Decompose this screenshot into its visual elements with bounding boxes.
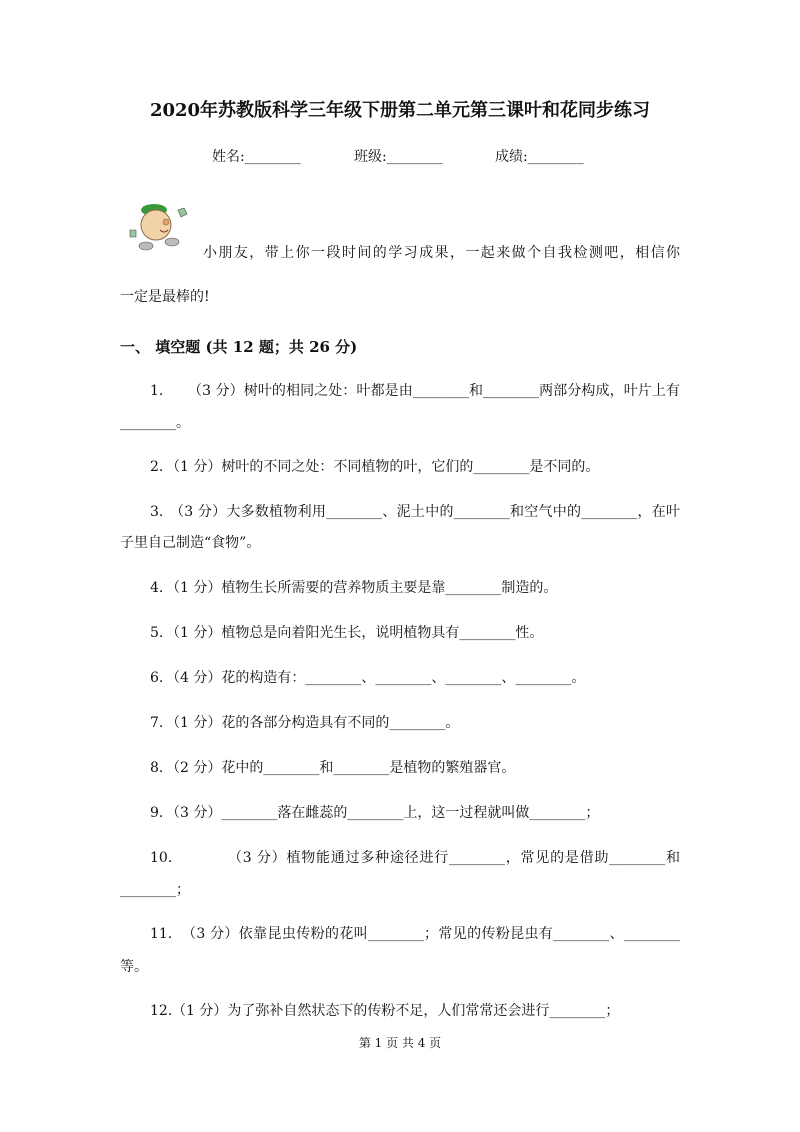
class-field: 班级:________: [354, 149, 443, 165]
question-number: 8.: [150, 760, 164, 776]
question-text: （4 分）花的构造有：________、________、________、________。: [166, 670, 586, 686]
question-number: 7.: [150, 715, 164, 731]
question-number: 5.: [150, 625, 164, 641]
question-text-cont: 子里自己制造“食物”。: [120, 535, 261, 551]
question-number: 4.: [150, 580, 164, 596]
section-heading: 一、 填空题 (共 12 题；共 26 分): [120, 338, 358, 356]
document-title: 2020年苏教版科学三年级下册第二单元第三课叶和花同步练习: [149, 100, 651, 121]
score-field: 成绩:________: [495, 149, 584, 165]
question-text: （1 分）花的各部分构造具有不同的________。: [166, 715, 460, 731]
name-field: 姓名:________: [212, 149, 301, 165]
question-number: 2.: [150, 459, 164, 475]
question-number: 12.: [150, 1003, 173, 1019]
question-text: （1 分）为了弥补自然状态下的传粉不足，人们常常还会进行________；: [172, 1003, 620, 1019]
intro-line-1: 小朋友，带上你一段时间的学习成果，一起来做个自我检测吧，相信你: [203, 245, 680, 261]
mascot-illustration: [126, 198, 196, 254]
question-number: 6.: [150, 670, 164, 686]
question-text: （1 分）树叶的不同之处：不同植物的叶，它们的________是不同的。: [166, 459, 600, 475]
question-text-cont: ________。: [120, 415, 190, 431]
question-text: （3 分）植物能通过多种途径进行________，常见的是借助________和: [228, 850, 680, 866]
question-text-cont: ________；: [120, 882, 190, 898]
question-text: （3 分）________落在雌蕊的________上，这一过程就叫做________；: [166, 805, 600, 821]
page-footer: 第 1 页 共 4 页: [358, 1036, 442, 1050]
question-number: 3.: [150, 504, 164, 520]
question-text: （1 分）植物生长所需要的营养物质主要是靠________制造的。: [166, 580, 558, 596]
question-text: （3 分）大多数植物利用________、泥土中的________和空气中的________，在叶: [170, 504, 680, 520]
question-text: （3 分）树叶的相同之处：叶都是由________和________两部分构成，叶片上有: [188, 383, 680, 399]
question-number: 9.: [150, 805, 164, 821]
question-number: 1.: [150, 383, 164, 399]
question-text: （3 分）依靠昆虫传粉的花叫________；常见的传粉昆虫有________、________: [182, 926, 680, 942]
question-number: 10.: [150, 850, 173, 866]
question-text: （1 分）植物总是向着阳光生长，说明植物具有________性。: [166, 625, 544, 641]
question-number: 11.: [150, 926, 173, 942]
intro-line-2: 一定是最棒的!: [120, 289, 210, 305]
question-text: （2 分）花中的________和________是植物的繁殖器官。: [166, 760, 516, 776]
question-text-cont: 等。: [120, 959, 148, 975]
